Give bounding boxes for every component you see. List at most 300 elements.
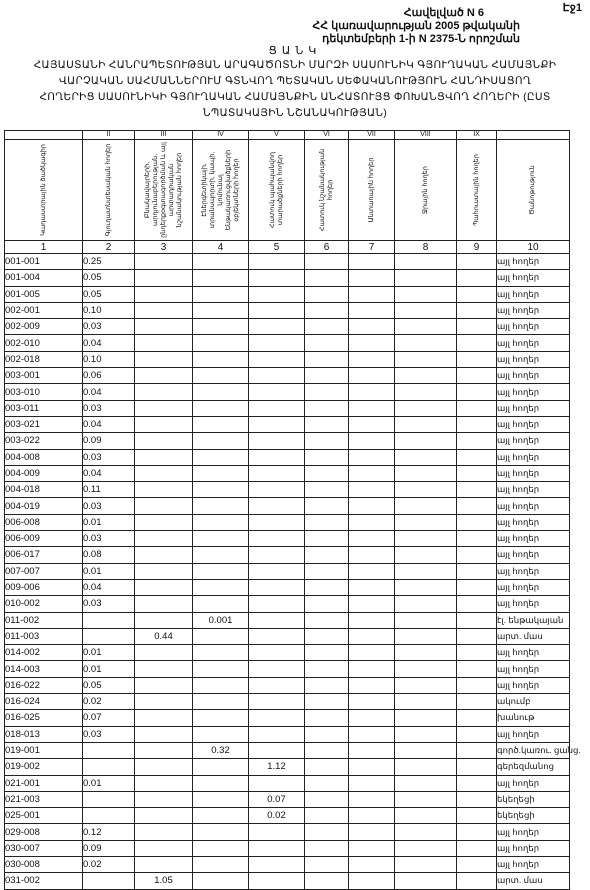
forest-land-cell	[349, 465, 395, 481]
note-cell: այլ հողեր	[497, 449, 570, 465]
settlement-industrial-land-cell: 0.44	[135, 628, 193, 644]
table-row	[5, 563, 570, 579]
roman-numeral-row	[5, 131, 570, 140]
special-purpose-land-cell	[305, 482, 349, 498]
energy-transport-land-cell	[193, 254, 249, 270]
reserve-land-cell	[457, 302, 497, 318]
cadastral-code-cell: 004-008	[5, 449, 83, 465]
protected-area-land-cell	[249, 531, 305, 547]
water-land-cell	[395, 742, 457, 758]
protected-area-land-cell	[249, 319, 305, 335]
protected-area-land-cell	[249, 465, 305, 481]
protected-area-land-cell	[249, 286, 305, 302]
note-cell: այլ հողեր	[497, 677, 570, 693]
table-row	[5, 596, 570, 612]
subtitle-line-4: ՆՊԱՏԱԿԱՅԻՆ ՆՇԱՆԱԿՈՒԹՅԱՆ)	[202, 107, 388, 119]
energy-transport-land-cell	[193, 791, 249, 807]
forest-land-cell	[349, 791, 395, 807]
reserve-land-cell	[457, 824, 497, 840]
agricultural-land-cell: 0.03	[83, 449, 135, 465]
table-row	[5, 824, 570, 840]
special-purpose-land-cell	[305, 579, 349, 595]
note-cell: գործ.կառու. ցանց.	[497, 742, 570, 758]
agricultural-land-cell: 0.03	[83, 319, 135, 335]
reserve-land-cell	[457, 596, 497, 612]
column-header-label: Պահուստային հողեր	[472, 154, 480, 226]
water-land-cell	[395, 710, 457, 726]
water-land-cell	[395, 759, 457, 775]
cadastral-code-cell: 021-001	[5, 775, 83, 791]
table-row	[5, 628, 570, 644]
protected-area-land-cell	[249, 547, 305, 563]
protected-area-land-cell	[249, 661, 305, 677]
forest-land-cell	[349, 433, 395, 449]
agricultural-land-cell: 0.06	[83, 368, 135, 384]
table-row	[5, 808, 570, 824]
column-header	[5, 140, 83, 241]
reserve-land-cell	[457, 677, 497, 693]
protected-area-land-cell	[249, 498, 305, 514]
forest-land-cell	[349, 694, 395, 710]
agricultural-land-cell	[83, 742, 135, 758]
table-row	[5, 514, 570, 530]
column-number: 5	[249, 241, 305, 254]
special-purpose-land-cell	[305, 547, 349, 563]
reserve-land-cell	[457, 335, 497, 351]
table-row	[5, 775, 570, 791]
table-row	[5, 498, 570, 514]
cadastral-code-cell: 016-022	[5, 677, 83, 693]
reserve-land-cell	[457, 547, 497, 563]
energy-transport-land-cell	[193, 596, 249, 612]
forest-land-cell	[349, 400, 395, 416]
table-row	[5, 759, 570, 775]
table-row	[5, 254, 570, 270]
water-land-cell	[395, 645, 457, 661]
agricultural-land-cell	[83, 628, 135, 644]
protected-area-land-cell	[249, 579, 305, 595]
energy-transport-land-cell: 0.32	[193, 742, 249, 758]
page-number: Էջ1	[562, 2, 582, 14]
protected-area-land-cell	[249, 677, 305, 693]
protected-area-land-cell: 1.12	[249, 759, 305, 775]
cadastral-code-cell: 003-021	[5, 416, 83, 432]
cadastral-code-cell: 006-008	[5, 514, 83, 530]
special-purpose-land-cell	[305, 694, 349, 710]
water-land-cell	[395, 579, 457, 595]
water-land-cell	[395, 808, 457, 824]
column-header	[305, 140, 349, 241]
appendix-line-2: ՀՀ կառավարության 2005 թվականի	[312, 20, 520, 32]
settlement-industrial-land-cell	[135, 286, 193, 302]
cadastral-code-cell: 014-002	[5, 645, 83, 661]
note-cell: այլ հողեր	[497, 416, 570, 432]
special-purpose-land-cell	[305, 759, 349, 775]
table-row	[5, 319, 570, 335]
energy-transport-land-cell	[193, 351, 249, 367]
table-body	[5, 254, 581, 890]
energy-transport-land-cell	[193, 384, 249, 400]
energy-transport-land-cell	[193, 579, 249, 595]
water-land-cell	[395, 726, 457, 742]
protected-area-land-cell	[249, 482, 305, 498]
reserve-land-cell	[457, 482, 497, 498]
column-header	[193, 140, 249, 241]
energy-transport-land-cell	[193, 270, 249, 286]
agricultural-land-cell: 0.08	[83, 547, 135, 563]
forest-land-cell	[349, 368, 395, 384]
agricultural-land-cell: 0.01	[83, 514, 135, 530]
column-number-row	[5, 241, 570, 254]
column-header	[457, 140, 497, 241]
agricultural-land-cell: 0.11	[83, 482, 135, 498]
water-land-cell	[395, 840, 457, 856]
settlement-industrial-land-cell	[135, 335, 193, 351]
special-purpose-land-cell	[305, 368, 349, 384]
cadastral-code-cell: 011-002	[5, 612, 83, 628]
table-row	[5, 710, 570, 726]
note-cell: արտ. մաս	[497, 628, 570, 644]
special-purpose-land-cell	[305, 270, 349, 286]
subtitle-line-3: ՀՈՂԵՐԻՑ ՍԱՍՈՒՆԻԿԻ ԳՅՈՒՂԱԿԱՆ ՀԱՄԱՅՆՔԻՆ ԱՆՀԱՏՈՒՅՑ ՓՈԽԱՆՑՎՈՂ ՀՈՂԵՐԻ (ԸՍՏ	[39, 91, 551, 103]
settlement-industrial-land-cell	[135, 302, 193, 318]
reserve-land-cell	[457, 254, 497, 270]
agricultural-land-cell: 0.10	[83, 302, 135, 318]
special-purpose-land-cell	[305, 742, 349, 758]
agricultural-land-cell: 0.04	[83, 579, 135, 595]
cadastral-code-cell: 002-018	[5, 351, 83, 367]
special-purpose-land-cell	[305, 335, 349, 351]
cadastral-code-cell: 007-007	[5, 563, 83, 579]
agricultural-land-cell	[83, 873, 135, 889]
agricultural-land-cell	[83, 612, 135, 628]
energy-transport-land-cell	[193, 808, 249, 824]
forest-land-cell	[349, 661, 395, 677]
agricultural-land-cell: 0.07	[83, 710, 135, 726]
agricultural-land-cell: 0.02	[83, 856, 135, 872]
special-purpose-land-cell	[305, 465, 349, 481]
reserve-land-cell	[457, 873, 497, 889]
water-land-cell	[395, 465, 457, 481]
reserve-land-cell	[457, 759, 497, 775]
table-row	[5, 335, 570, 351]
note-cell: այլ հողեր	[497, 547, 570, 563]
special-purpose-land-cell	[305, 498, 349, 514]
forest-land-cell	[349, 449, 395, 465]
water-land-cell	[395, 791, 457, 807]
special-purpose-land-cell	[305, 514, 349, 530]
forest-land-cell	[349, 547, 395, 563]
forest-land-cell	[349, 596, 395, 612]
table-row	[5, 531, 570, 547]
water-land-cell	[395, 254, 457, 270]
water-land-cell	[395, 416, 457, 432]
reserve-land-cell	[457, 694, 497, 710]
forest-land-cell	[349, 645, 395, 661]
settlement-industrial-land-cell	[135, 465, 193, 481]
column-number: 9	[457, 241, 497, 254]
cadastral-code-cell: 010-002	[5, 596, 83, 612]
energy-transport-land-cell	[193, 710, 249, 726]
roman-cell: IV	[193, 131, 249, 140]
agricultural-land-cell: 0.04	[83, 465, 135, 481]
cadastral-code-cell: 011-003	[5, 628, 83, 644]
protected-area-land-cell	[249, 433, 305, 449]
column-header-label: Գյուղատնտեսական հողեր	[104, 143, 112, 237]
special-purpose-land-cell	[305, 254, 349, 270]
note-cell: այլ հողեր	[497, 596, 570, 612]
note-cell: այլ հողեր	[497, 661, 570, 677]
forest-land-cell	[349, 726, 395, 742]
settlement-industrial-land-cell	[135, 645, 193, 661]
water-land-cell	[395, 856, 457, 872]
table-row	[5, 433, 570, 449]
special-purpose-land-cell	[305, 286, 349, 302]
column-header-row	[5, 140, 570, 241]
reserve-land-cell	[457, 400, 497, 416]
land-table	[4, 130, 581, 890]
cadastral-code-cell: 003-011	[5, 400, 83, 416]
special-purpose-land-cell	[305, 710, 349, 726]
column-header-label: Էներգետիկայի, տրանսպորտի, կապի, կոմունալ ենթակառուցվածքների օբյեկտների հողեր	[200, 149, 240, 231]
column-number: 3	[135, 241, 193, 254]
energy-transport-land-cell	[193, 677, 249, 693]
special-purpose-land-cell	[305, 319, 349, 335]
energy-transport-land-cell	[193, 694, 249, 710]
note-cell: այլ հողեր	[497, 400, 570, 416]
table-row	[5, 270, 570, 286]
protected-area-land-cell	[249, 254, 305, 270]
column-number: 7	[349, 241, 395, 254]
water-land-cell	[395, 319, 457, 335]
cadastral-code-cell: 009-006	[5, 579, 83, 595]
water-land-cell	[395, 531, 457, 547]
forest-land-cell	[349, 808, 395, 824]
table-row	[5, 840, 570, 856]
protected-area-land-cell	[249, 400, 305, 416]
settlement-industrial-land-cell	[135, 563, 193, 579]
note-cell: խանութ	[497, 710, 570, 726]
protected-area-land-cell	[249, 824, 305, 840]
table-row	[5, 302, 570, 318]
note-cell: ակումբ	[497, 694, 570, 710]
note-cell: այլ հողեր	[497, 270, 570, 286]
note-cell: եկեղեցի	[497, 791, 570, 807]
protected-area-land-cell	[249, 645, 305, 661]
roman-cell	[5, 131, 83, 140]
settlement-industrial-land-cell	[135, 661, 193, 677]
energy-transport-land-cell	[193, 400, 249, 416]
protected-area-land-cell	[249, 335, 305, 351]
energy-transport-land-cell	[193, 531, 249, 547]
water-land-cell	[395, 351, 457, 367]
energy-transport-land-cell	[193, 645, 249, 661]
note-cell: այլ հողեր	[497, 254, 570, 270]
water-land-cell	[395, 514, 457, 530]
agricultural-land-cell: 0.03	[83, 531, 135, 547]
column-number: 4	[193, 241, 249, 254]
water-land-cell	[395, 563, 457, 579]
column-header-label: Հատուկ նշանակության հողեր	[318, 148, 334, 232]
water-land-cell	[395, 400, 457, 416]
settlement-industrial-land-cell	[135, 596, 193, 612]
forest-land-cell	[349, 498, 395, 514]
agricultural-land-cell: 0.10	[83, 351, 135, 367]
water-land-cell	[395, 547, 457, 563]
forest-land-cell	[349, 840, 395, 856]
roman-cell: VI	[305, 131, 349, 140]
cadastral-code-cell: 001-004	[5, 270, 83, 286]
reserve-land-cell	[457, 465, 497, 481]
subtitle-line-1: ՀԱՅԱՍՏԱՆԻ ՀԱՆՐԱՊԵՏՈՒԹՅԱՆ ԱՐԱԳԱԾՈՏՆԻ ՄԱՐԶԻ ՍԱՍՈՒՆԻԿ ԳՅՈՒՂԱԿԱՆ ՀԱՄԱՅՆՔԻ	[33, 59, 557, 71]
cadastral-code-cell: 002-010	[5, 335, 83, 351]
energy-transport-land-cell	[193, 563, 249, 579]
protected-area-land-cell	[249, 514, 305, 530]
note-cell: այլ հողեր	[497, 856, 570, 872]
settlement-industrial-land-cell	[135, 791, 193, 807]
table-row	[5, 645, 570, 661]
protected-area-land-cell: 0.02	[249, 808, 305, 824]
energy-transport-land-cell	[193, 302, 249, 318]
agricultural-land-cell	[83, 759, 135, 775]
agricultural-land-cell	[83, 791, 135, 807]
roman-cell: III	[135, 131, 193, 140]
forest-land-cell	[349, 319, 395, 335]
protected-area-land-cell	[249, 416, 305, 432]
agricultural-land-cell: 0.09	[83, 840, 135, 856]
energy-transport-land-cell	[193, 840, 249, 856]
special-purpose-land-cell	[305, 661, 349, 677]
table-row	[5, 873, 570, 889]
protected-area-land-cell	[249, 694, 305, 710]
reserve-land-cell	[457, 351, 497, 367]
cadastral-code-cell: 030-007	[5, 840, 83, 856]
energy-transport-land-cell	[193, 319, 249, 335]
column-header-label: Բնակավայրերի, արդյունաբերության, ընդերքօգտագործման և այլ արտադրական նշանակության հողեր	[143, 142, 183, 238]
protected-area-land-cell	[249, 775, 305, 791]
water-land-cell	[395, 270, 457, 286]
protected-area-land-cell	[249, 449, 305, 465]
protected-area-land-cell	[249, 840, 305, 856]
protected-area-land-cell	[249, 742, 305, 758]
column-number: 8	[395, 241, 457, 254]
water-land-cell	[395, 384, 457, 400]
forest-land-cell	[349, 873, 395, 889]
agricultural-land-cell: 0.03	[83, 400, 135, 416]
table-row	[5, 351, 570, 367]
protected-area-land-cell	[249, 302, 305, 318]
reserve-land-cell	[457, 531, 497, 547]
note-cell: գերեզմանոց	[497, 759, 570, 775]
special-purpose-land-cell	[305, 531, 349, 547]
protected-area-land-cell	[249, 368, 305, 384]
cadastral-code-cell: 004-009	[5, 465, 83, 481]
agricultural-land-cell: 0.25	[83, 254, 135, 270]
water-land-cell	[395, 775, 457, 791]
reserve-land-cell	[457, 661, 497, 677]
roman-cell: VII	[349, 131, 395, 140]
reserve-land-cell	[457, 710, 497, 726]
protected-area-land-cell	[249, 726, 305, 742]
energy-transport-land-cell	[193, 726, 249, 742]
protected-area-land-cell	[249, 873, 305, 889]
forest-land-cell	[349, 742, 395, 758]
water-land-cell	[395, 824, 457, 840]
agricultural-land-cell: 0.05	[83, 677, 135, 693]
document-subtitle	[2, 57, 588, 121]
energy-transport-land-cell	[193, 368, 249, 384]
energy-transport-land-cell	[193, 433, 249, 449]
roman-cell	[497, 131, 570, 140]
agricultural-land-cell: 0.01	[83, 775, 135, 791]
protected-area-land-cell	[249, 563, 305, 579]
water-land-cell	[395, 433, 457, 449]
column-header-label: Անտառային հողեր	[367, 157, 375, 223]
energy-transport-land-cell	[193, 661, 249, 677]
settlement-industrial-land-cell	[135, 775, 193, 791]
roman-cell: II	[83, 131, 135, 140]
settlement-industrial-land-cell: 1.05	[135, 873, 193, 889]
cadastral-code-cell: 014-003	[5, 661, 83, 677]
table-row	[5, 726, 570, 742]
reserve-land-cell	[457, 808, 497, 824]
agricultural-land-cell: 0.03	[83, 726, 135, 742]
note-cell: էլ. ենթակայան	[497, 612, 570, 628]
settlement-industrial-land-cell	[135, 368, 193, 384]
reserve-land-cell	[457, 433, 497, 449]
table-row	[5, 368, 570, 384]
subtitle-line-2: ՎԱՐՉԱԿԱՆ ՍԱՀՄԱՆՆԵՐՈՒՄ ԳՏՆՎՈՂ ՊԵՏԱԿԱՆ ՍԵՓԱԿԱՆՈՒԹՅՈՒՆ ՀԱՆԴԻՍԱՑՈՂ	[58, 75, 532, 87]
agricultural-land-cell: 0.05	[83, 270, 135, 286]
forest-land-cell	[349, 531, 395, 547]
special-purpose-land-cell	[305, 612, 349, 628]
settlement-industrial-land-cell	[135, 254, 193, 270]
special-purpose-land-cell	[305, 433, 349, 449]
agricultural-land-cell: 0.04	[83, 384, 135, 400]
note-cell: այլ հողեր	[497, 498, 570, 514]
special-purpose-land-cell	[305, 384, 349, 400]
special-purpose-land-cell	[305, 840, 349, 856]
energy-transport-land-cell: 0.001	[193, 612, 249, 628]
column-header	[83, 140, 135, 241]
energy-transport-land-cell	[193, 824, 249, 840]
note-cell: այլ հողեր	[497, 726, 570, 742]
reserve-land-cell	[457, 628, 497, 644]
note-cell: այլ հողեր	[497, 824, 570, 840]
column-header-label: Ծանոթություն	[529, 165, 536, 215]
water-land-cell	[395, 694, 457, 710]
column-header-label: Կադաստրային ծածկագիր	[39, 144, 47, 236]
settlement-industrial-land-cell	[135, 677, 193, 693]
settlement-industrial-land-cell	[135, 482, 193, 498]
cadastral-code-cell: 002-001	[5, 302, 83, 318]
column-header	[497, 140, 570, 241]
cadastral-code-cell: 001-001	[5, 254, 83, 270]
protected-area-land-cell	[249, 270, 305, 286]
note-cell: այլ հողեր	[497, 514, 570, 530]
cadastral-code-cell: 001-005	[5, 286, 83, 302]
water-land-cell	[395, 677, 457, 693]
forest-land-cell	[349, 482, 395, 498]
agricultural-land-cell: 0.04	[83, 335, 135, 351]
column-number: 1	[5, 241, 83, 254]
note-cell: այլ հողեր	[497, 579, 570, 595]
forest-land-cell	[349, 302, 395, 318]
special-purpose-land-cell	[305, 873, 349, 889]
reserve-land-cell	[457, 840, 497, 856]
energy-transport-land-cell	[193, 498, 249, 514]
table-row	[5, 661, 570, 677]
